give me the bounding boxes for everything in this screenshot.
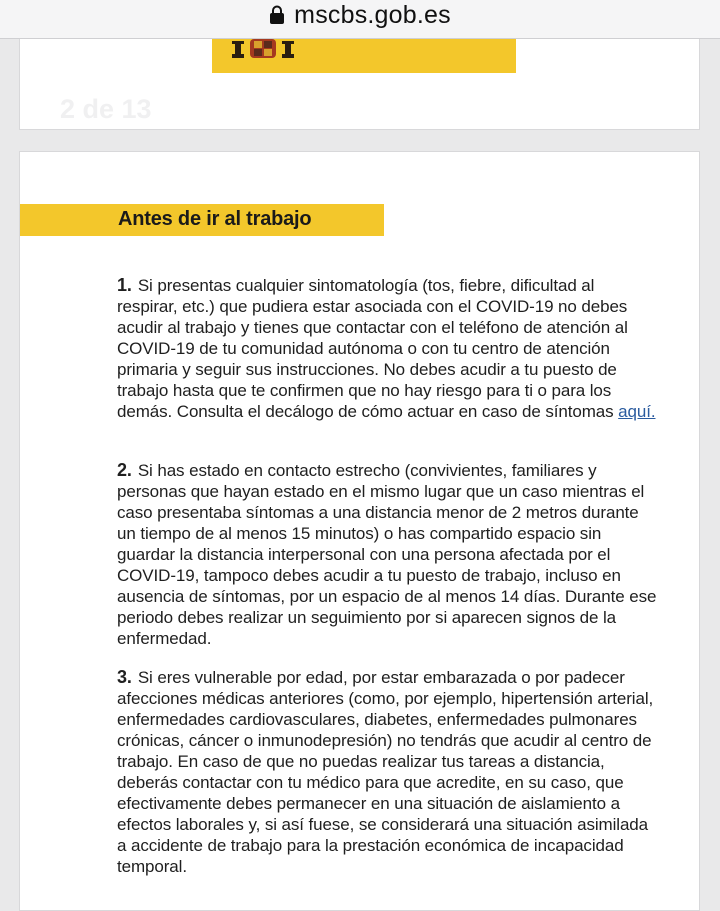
item-text: Si presentas cualquier sintomatología (tos, fiebre, dificultad al respirar, etc.) que pudiera estar asociada con el COVID-19 no debes acudir al trabajo y tienes que contactar con el teléfono de atención al COVID-19 de tu comunidad autónoma o con tu centro de atención primaria y seguir sus instrucciones. No debes acudir a tu puesto de trabajo hasta que te confirmen que no hay riesgo para ti o para los demás. Consulta el decálogo de cómo actuar en caso de síntomas <box>117 276 628 421</box>
document-page <box>19 151 700 911</box>
page-counter: 2 de 13 <box>60 94 152 124</box>
url-display[interactable] <box>269 1 451 30</box>
section-header-band <box>20 204 384 236</box>
browser-url-bar[interactable] <box>0 0 720 39</box>
logo-band <box>212 39 516 73</box>
url-text: mscbs.gob.es <box>294 0 451 29</box>
item-number: 1. <box>117 275 132 295</box>
lock-icon <box>269 5 285 25</box>
list-item <box>117 275 657 422</box>
section-title: Antes de ir al trabajo <box>118 208 312 230</box>
previous-page-card <box>19 39 700 130</box>
coat-of-arms-icon <box>230 39 296 59</box>
list-item <box>117 460 657 649</box>
list-item <box>117 667 657 877</box>
item-number: 3. <box>117 667 132 687</box>
item-text: Si eres vulnerable por edad, por estar embarazada o por padecer afecciones médicas anteriores (como, por ejemplo, hipertensión arterial, enfermedades cardiovasculares, diabetes, enfermedades pulmonares crónicas, cáncer o inmunodepresión) no tendrás que acudir al centro de trabajo. En caso de que no puedas realizar tus tareas a distancia, deberás contactar con tu médico para que acredite, en su caso, que efectivamente debes permanecer en una situación de aislamiento a efectos laborales y, si así fuese, se considerará una situación asimilada a accidente de trabajo para la prestación económica de incapacidad temporal. <box>117 668 654 876</box>
item-text: Si has estado en contacto estrecho (convivientes, familiares y personas que hayan estado en el mismo lugar que un caso mientras el caso presentaba síntomas a una distancia menor de 2 metros durante un tiempo de al menos 15 minutos) o has compartido espacio sin guardar la distancia interpersonal con una persona afectada por el COVID-19, tampoco debes acudir a tu puesto de trabajo, incluso en ausencia de síntomas, por un espacio de al menos 14 días. Durante ese periodo debes realizar un seguimiento por si aparecen signos de la enfermedad. <box>117 461 657 648</box>
item-number: 2. <box>117 460 132 480</box>
symptoms-guide-link[interactable]: aquí. <box>618 402 656 421</box>
